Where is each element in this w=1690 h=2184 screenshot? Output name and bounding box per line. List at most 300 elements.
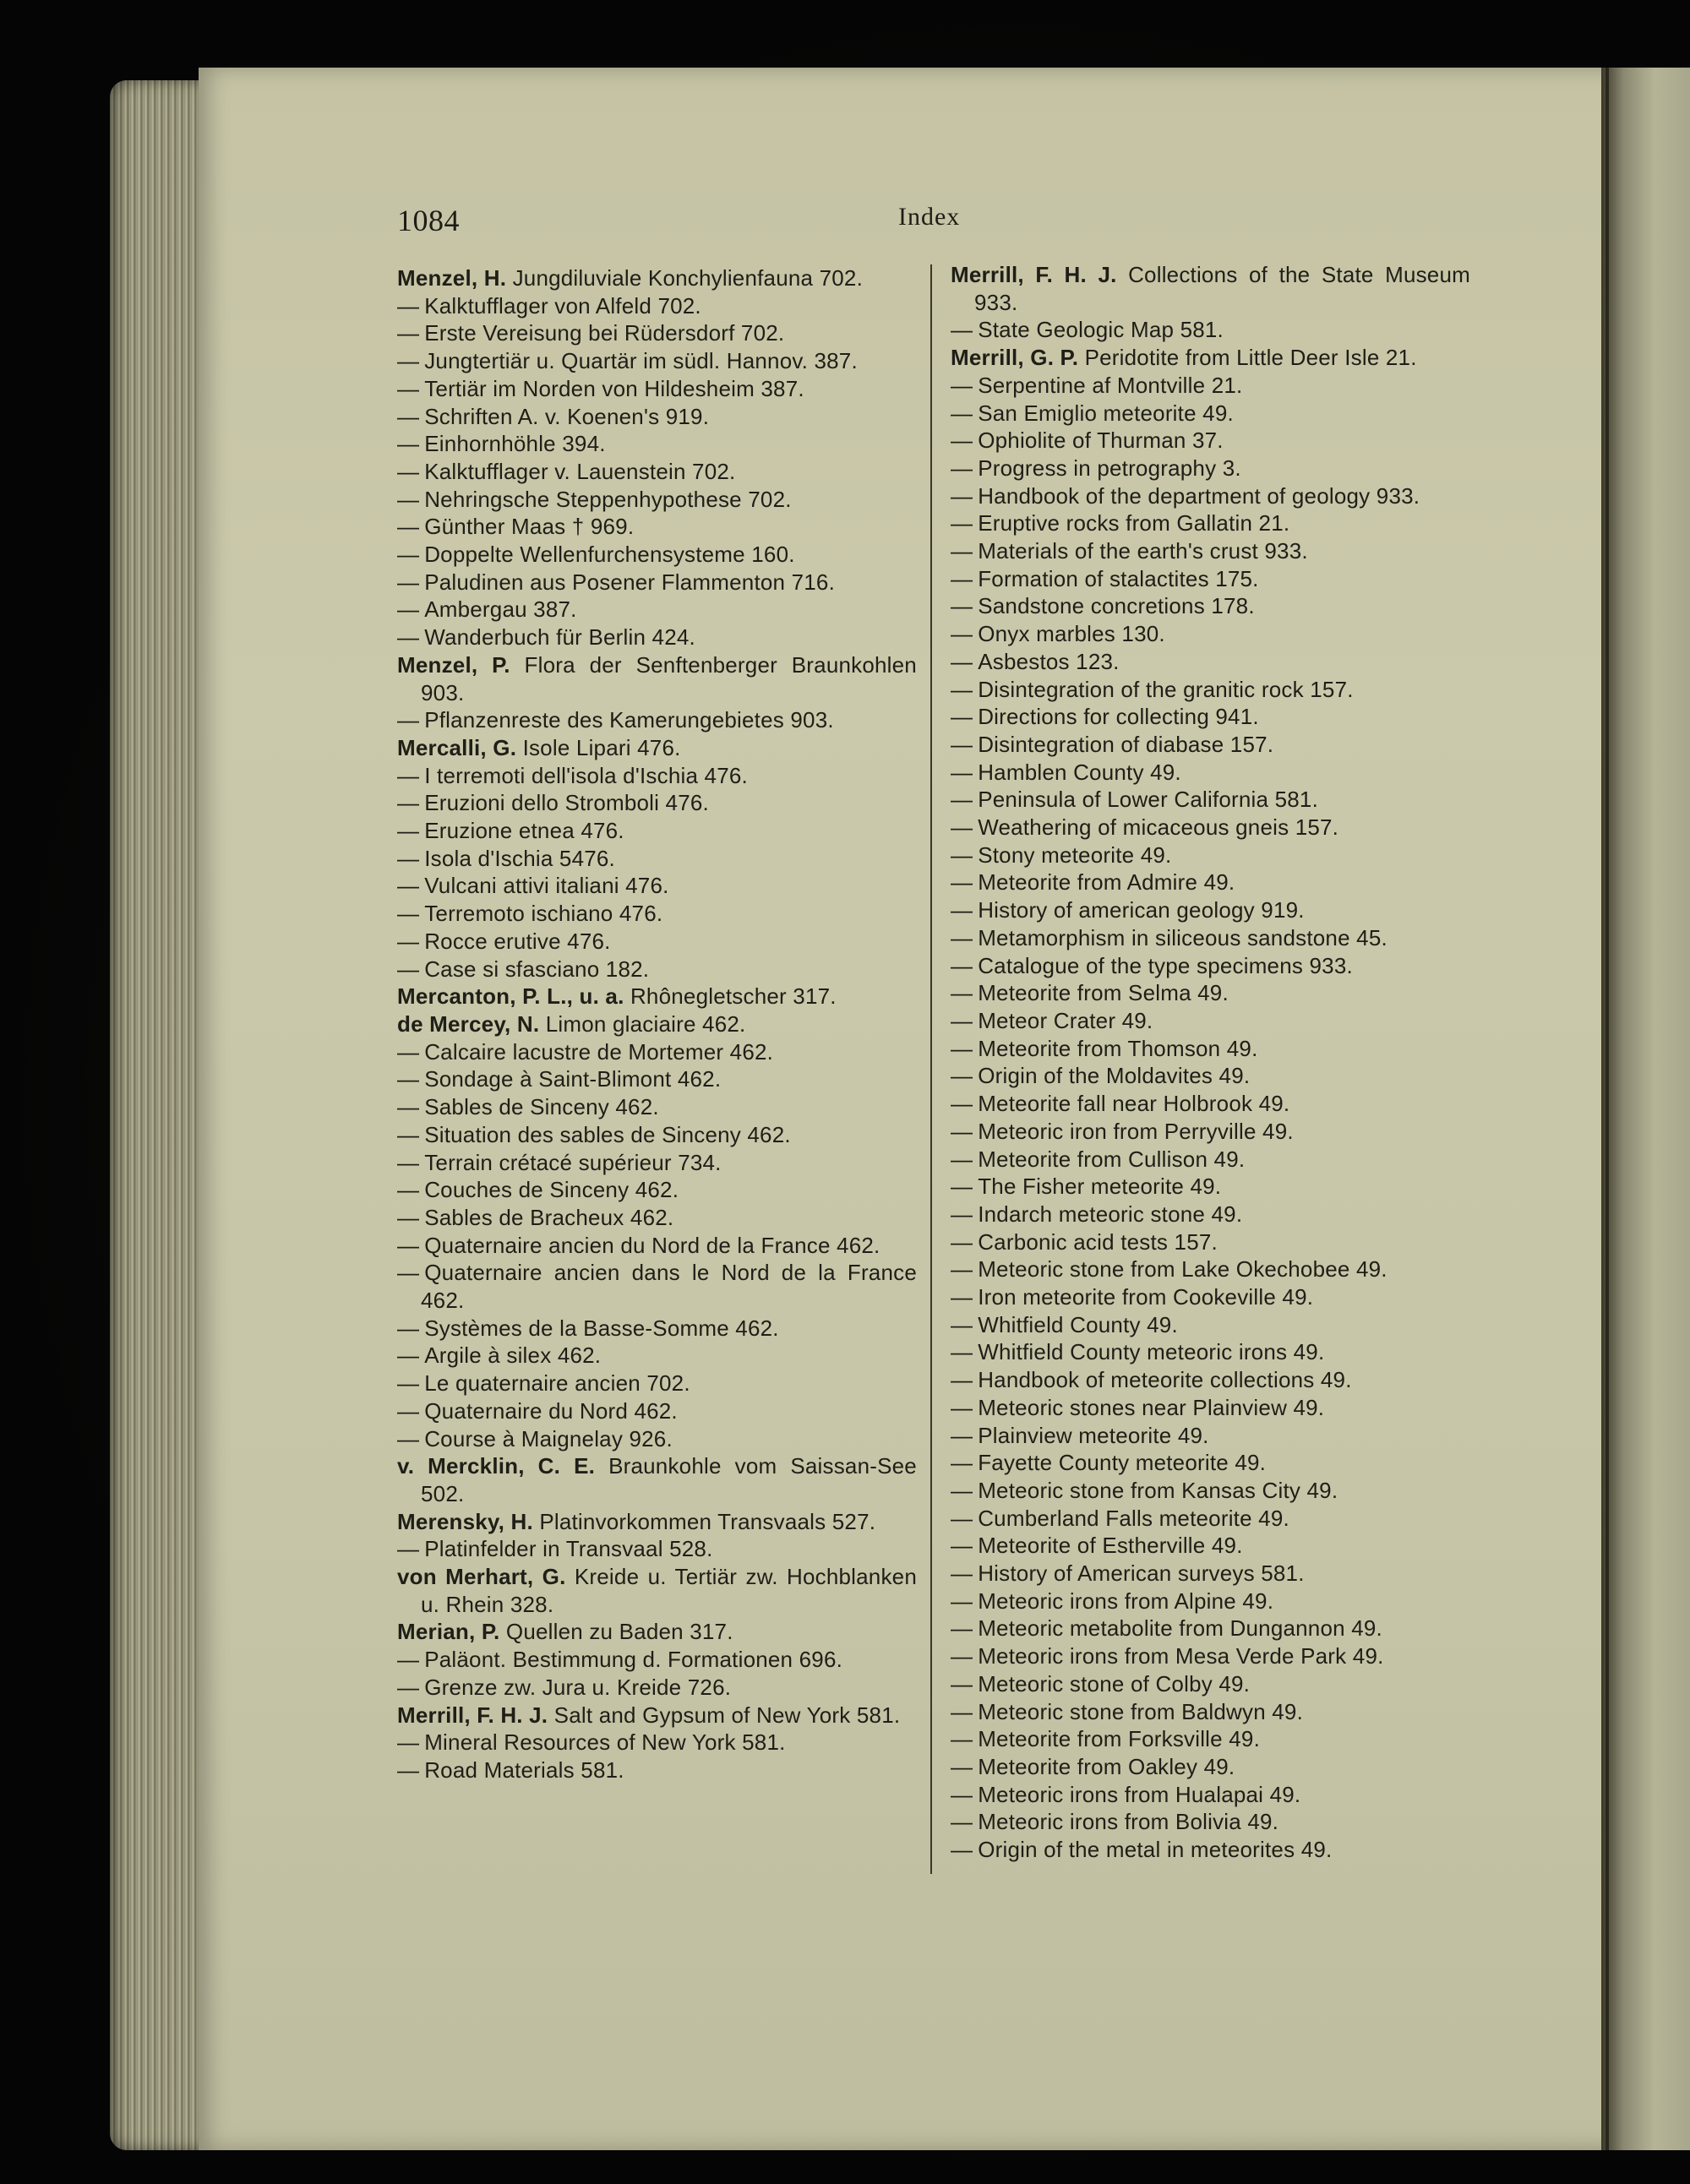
index-subentry <box>397 319 917 347</box>
author-name: Merrill, F. H. J. <box>951 262 1117 287</box>
entry-title: Formation of stalactites 175. <box>978 565 1259 591</box>
index-subentry <box>951 537 1470 565</box>
index-subentry <box>397 1038 917 1066</box>
entry-title: Situation des sables de Sinceny 462. <box>424 1121 791 1147</box>
index-subentry <box>951 1588 1470 1615</box>
index-subentry <box>951 1394 1470 1422</box>
index-author-entry <box>397 1702 917 1729</box>
ditto-dash: — <box>397 818 420 844</box>
entry-title: San Emiglio meteorite 49. <box>978 400 1234 426</box>
entry-title: Couches de Sinceny 462. <box>424 1177 679 1203</box>
entry-title: Mineral Resources of New York 581. <box>424 1729 786 1756</box>
ditto-dash: — <box>397 292 420 319</box>
index-subentry <box>397 1397 917 1425</box>
index-subentry <box>397 458 917 486</box>
index-subentry <box>951 731 1470 759</box>
index-subentry <box>951 1118 1470 1146</box>
entry-title: Tertiär im Norden von Hildesheim 387. <box>424 375 804 401</box>
entry-title: Eruzioni dello Stromboli 476. <box>424 790 709 816</box>
entry-title: Directions for collecting 941. <box>978 704 1259 730</box>
index-subentry <box>397 541 917 569</box>
entry-title: Carbonic acid tests 157. <box>978 1228 1218 1255</box>
ditto-dash: — <box>951 1201 973 1227</box>
ditto-dash: — <box>951 1588 973 1614</box>
index-subentry <box>951 896 1470 924</box>
entry-title: Handbook of meteorite collections 49. <box>978 1367 1352 1393</box>
ditto-dash: — <box>951 1063 973 1089</box>
index-subentry <box>397 430 917 458</box>
ditto-dash: — <box>951 538 973 564</box>
ditto-dash: — <box>397 596 420 623</box>
entry-title: Progress in petrography 3. <box>978 455 1241 481</box>
ditto-dash: — <box>397 486 420 512</box>
ditto-dash: — <box>951 1035 973 1061</box>
ditto-dash: — <box>951 482 973 509</box>
index-author-entry <box>397 264 917 292</box>
entry-title: Meteorite fall near Holbrook 49. <box>978 1091 1290 1117</box>
index-subentry <box>951 455 1470 482</box>
index-subentry <box>951 1642 1470 1670</box>
ditto-dash: — <box>951 676 973 702</box>
index-subentry <box>397 624 917 651</box>
ditto-dash: — <box>397 1149 420 1175</box>
index-subentry <box>951 1201 1470 1228</box>
entry-title: Isole Lipari 476. <box>522 734 681 760</box>
index-subentry <box>951 1255 1470 1283</box>
index-subentry <box>951 1753 1470 1781</box>
index-subentry <box>951 1366 1470 1394</box>
entry-title: Metamorphism in siliceous sandstone 45. <box>978 924 1387 950</box>
entry-title: State Geologic Map 581. <box>978 317 1224 343</box>
ditto-dash: — <box>397 1647 420 1673</box>
index-author-entry <box>397 1618 917 1646</box>
index-subentry <box>951 1422 1470 1450</box>
index-subentry <box>397 845 917 873</box>
entry-title: Terremoto ischiano 476. <box>424 901 663 927</box>
ditto-dash: — <box>951 1422 973 1448</box>
author-name: von Merhart, G. <box>397 1564 566 1590</box>
index-author-entry <box>397 1452 917 1507</box>
book-page-edges <box>110 80 207 2150</box>
ditto-dash: — <box>951 1533 973 1559</box>
ditto-dash: — <box>951 593 973 619</box>
index-subentry <box>397 1425 917 1453</box>
ditto-dash: — <box>951 1256 973 1283</box>
index-subentry <box>951 565 1470 593</box>
ditto-dash: — <box>951 1837 973 1863</box>
index-subentry <box>397 956 917 983</box>
index-subentry <box>397 1259 917 1314</box>
index-author-entry <box>397 1010 917 1038</box>
entry-title: Ophiolite of Thurman 37. <box>978 428 1224 454</box>
ditto-dash: — <box>951 1615 973 1642</box>
index-subentry <box>951 703 1470 731</box>
ditto-dash: — <box>397 1674 420 1700</box>
index-subentry <box>951 1808 1470 1836</box>
ditto-dash: — <box>951 952 973 978</box>
ditto-dash: — <box>951 1505 973 1531</box>
author-name: Menzel, H. <box>397 265 507 291</box>
entry-title: Braunkohle vom Saissan-See 502. <box>421 1453 917 1506</box>
ditto-dash: — <box>397 569 420 595</box>
ditto-dash: — <box>397 320 420 346</box>
ditto-dash: — <box>951 455 973 481</box>
entry-title: Meteoric iron from Perryville 49. <box>978 1118 1294 1144</box>
ditto-dash: — <box>397 1343 420 1369</box>
entry-title: Meteorite from Thomson 49. <box>978 1035 1258 1061</box>
entry-title: Eruzione etnea 476. <box>424 818 624 844</box>
index-subentry <box>951 1062 1470 1090</box>
ditto-dash: — <box>397 431 420 457</box>
entry-title: Meteoric stone from Kansas City 49. <box>978 1477 1338 1503</box>
index-subentry <box>951 400 1470 428</box>
index-subentry <box>397 1535 917 1563</box>
index-subentry <box>397 347 917 375</box>
ditto-dash: — <box>397 542 420 568</box>
ditto-dash: — <box>951 372 973 398</box>
ditto-dash: — <box>951 869 973 896</box>
ditto-dash: — <box>397 375 420 401</box>
ditto-dash: — <box>951 1643 973 1669</box>
index-subentry <box>397 1121 917 1149</box>
index-author-entry <box>951 344 1470 372</box>
ditto-dash: — <box>951 621 973 647</box>
index-author-entry <box>397 734 917 762</box>
index-subentry <box>397 1315 917 1343</box>
index-subentry <box>397 1729 917 1756</box>
entry-title: Plainview meteorite 49. <box>978 1422 1209 1448</box>
index-subentry <box>951 372 1470 400</box>
index-subentry <box>951 1725 1470 1753</box>
entry-title: Meteoric irons from Bolivia 49. <box>978 1809 1279 1835</box>
ditto-dash: — <box>951 1450 973 1476</box>
entry-title: Hamblen County 49. <box>978 759 1181 785</box>
ditto-dash: — <box>951 897 973 923</box>
entry-title: Whitfield County meteoric irons 49. <box>978 1339 1325 1365</box>
index-subentry <box>951 952 1470 980</box>
entry-title: Quaternaire ancien dans le Nord de la France 462. <box>421 1260 917 1314</box>
entry-title: Grenze zw. Jura u. Kreide 726. <box>424 1674 732 1700</box>
ditto-dash: — <box>951 1394 973 1420</box>
index-subentry <box>397 1674 917 1702</box>
index-subentry <box>397 1093 917 1121</box>
entry-title: Einhornhöhle 394. <box>424 431 606 457</box>
index-subentry <box>951 1173 1470 1201</box>
entry-title: Nehringsche Steppenhypothese 702. <box>424 486 792 512</box>
author-name: Merrill, G. P. <box>951 345 1079 371</box>
ditto-dash: — <box>951 1339 973 1365</box>
ditto-dash: — <box>951 1118 973 1144</box>
ditto-dash: — <box>951 1007 973 1033</box>
entry-title: Systèmes de la Basse-Somme 462. <box>424 1315 779 1341</box>
index-subentry <box>951 759 1470 787</box>
ditto-dash: — <box>951 1477 973 1503</box>
ditto-dash: — <box>397 707 420 733</box>
ditto-dash: — <box>397 1729 420 1756</box>
entry-title: Serpentine af Montville 21. <box>978 372 1243 398</box>
index-subentry <box>397 872 917 900</box>
ditto-dash: — <box>397 348 420 374</box>
entry-title: Materials of the earth's crust 933. <box>978 538 1308 564</box>
ditto-dash: — <box>951 841 973 868</box>
entry-title: Fayette County meteorite 49. <box>978 1450 1267 1476</box>
ditto-dash: — <box>951 428 973 454</box>
index-subentry <box>951 1670 1470 1698</box>
ditto-dash: — <box>397 1425 420 1451</box>
ditto-dash: — <box>397 1232 420 1258</box>
ditto-dash: — <box>951 1091 973 1117</box>
entry-title: Flora der Senftenberger Braunkohlen 903. <box>421 651 917 705</box>
entry-title: Sandstone concretions 178. <box>978 593 1255 619</box>
ditto-dash: — <box>951 704 973 730</box>
ditto-dash: — <box>951 1228 973 1255</box>
ditto-dash: — <box>397 403 420 429</box>
entry-title: Salt and Gypsum of New York 581. <box>553 1702 901 1728</box>
ditto-dash: — <box>397 928 420 954</box>
ditto-dash: — <box>397 514 420 540</box>
entry-title: Meteorite from Oakley 49. <box>978 1753 1235 1779</box>
ditto-dash: — <box>397 762 420 788</box>
entry-title: Meteoric stone from Lake Okechobee 49. <box>978 1256 1387 1283</box>
entry-title: Weathering of micaceous gneis 157. <box>978 814 1339 841</box>
entry-title: History of american geology 919. <box>978 897 1305 923</box>
index-subentry <box>397 569 917 596</box>
index-subentry <box>397 1370 917 1397</box>
ditto-dash: — <box>951 1670 973 1697</box>
entry-title: Disintegration of the granitic rock 157. <box>978 676 1354 702</box>
entry-title: Pflanzenreste des Kamerungebietes 903. <box>424 707 834 733</box>
entry-title: Meteoric metabolite from Dungannon 49. <box>978 1615 1382 1642</box>
entry-title: Iron meteorite from Cookeville 49. <box>978 1284 1314 1310</box>
ditto-dash: — <box>951 1367 973 1393</box>
author-name: Merrill, F. H. J. <box>397 1702 548 1728</box>
entry-title: Kalktufflager von Alfeld 702. <box>424 292 701 319</box>
index-subentry <box>397 1232 917 1260</box>
entry-title: History of American surveys 581. <box>978 1560 1305 1587</box>
entry-title: Meteorite of Estherville 49. <box>978 1533 1243 1559</box>
index-subentry <box>951 1090 1470 1118</box>
ditto-dash: — <box>397 1204 420 1230</box>
ditto-dash: — <box>951 814 973 841</box>
index-column-left <box>397 264 917 1784</box>
index-subentry <box>397 817 917 845</box>
index-subentry <box>397 292 917 320</box>
index-subentry <box>397 1204 917 1232</box>
index-subentry <box>951 924 1470 952</box>
entry-title: Asbestos 123. <box>978 648 1120 674</box>
entry-title: Calcaire lacustre de Mortemer 462. <box>424 1038 774 1065</box>
entry-title: Meteor Crater 49. <box>978 1007 1153 1033</box>
ditto-dash: — <box>951 1698 973 1724</box>
entry-title: Wanderbuch für Berlin 424. <box>424 624 695 651</box>
ditto-dash: — <box>397 956 420 982</box>
ditto-dash: — <box>397 624 420 651</box>
author-name: Merian, P. <box>397 1619 500 1645</box>
entry-title: Handbook of the department of geology 933. <box>978 482 1420 509</box>
entry-title: Sables de Sinceny 462. <box>424 1094 659 1120</box>
index-subentry <box>951 869 1470 896</box>
ditto-dash: — <box>397 1094 420 1120</box>
ditto-dash: — <box>397 1756 420 1783</box>
index-author-entry <box>951 261 1470 316</box>
entry-title: Cumberland Falls meteorite 49. <box>978 1505 1289 1531</box>
entry-title: Argile à silex 462. <box>424 1343 602 1369</box>
entry-title: Le quaternaire ancien 702. <box>424 1370 690 1397</box>
index-subentry <box>951 979 1470 1007</box>
index-subentry <box>951 786 1470 814</box>
entry-title: Meteoric stone from Baldwyn 49. <box>978 1698 1304 1724</box>
entry-title: Quaternaire du Nord 462. <box>424 1397 678 1424</box>
gutter-shadow-line <box>1606 68 1609 2150</box>
entry-title: Vulcani attivi italiani 476. <box>424 873 669 899</box>
entry-title: Jungtertiär u. Quartär im südl. Hannov. 387. <box>424 348 858 374</box>
entry-title: Quaternaire ancien du Nord de la France 462. <box>424 1232 880 1258</box>
index-subentry <box>951 676 1470 704</box>
entry-title: Jungdiluviale Konchylienfauna 702. <box>512 265 864 291</box>
entry-title: Isola d'Ischia 5476. <box>424 845 615 871</box>
index-subentry <box>397 1756 917 1784</box>
entry-title: Ambergau 387. <box>424 596 577 623</box>
ditto-dash: — <box>951 1560 973 1587</box>
index-subentry <box>951 1283 1470 1311</box>
author-name: v. Mercklin, C. E. <box>397 1453 596 1479</box>
index-subentry <box>397 1342 917 1370</box>
index-author-entry <box>397 1508 917 1536</box>
ditto-dash: — <box>397 1315 420 1341</box>
ditto-dash: — <box>951 980 973 1006</box>
ditto-dash: — <box>951 924 973 950</box>
index-subentry <box>951 1007 1470 1035</box>
entry-title: Whitfield County 49. <box>978 1311 1178 1337</box>
entry-title: Case si sfasciano 182. <box>424 956 650 982</box>
ditto-dash: — <box>951 1781 973 1807</box>
entry-title: Meteoric irons from Hualapai 49. <box>978 1781 1301 1807</box>
entry-title: Terrain crétacé supérieur 734. <box>424 1149 722 1175</box>
entry-title: Origin of the metal in meteorites 49. <box>978 1837 1333 1863</box>
entry-title: Doppelte Wellenfurchensysteme 160. <box>424 542 795 568</box>
entry-title: Course à Maignelay 926. <box>424 1425 673 1451</box>
index-subentry <box>397 928 917 956</box>
index-subentry <box>951 620 1470 648</box>
entry-title: I terremoti dell'isola d'Ischia 476. <box>424 762 748 788</box>
entry-title: Origin of the Moldavites 49. <box>978 1063 1251 1089</box>
entry-title: Meteorite from Cullison 49. <box>978 1146 1246 1172</box>
index-subentry <box>397 403 917 431</box>
index-subentry <box>951 1477 1470 1505</box>
running-title: Index <box>898 203 961 231</box>
entry-title: Rocce erutive 476. <box>424 928 611 954</box>
ditto-dash: — <box>397 1397 420 1424</box>
entry-title: Kreide u. Tertiär zw. Hochblanken u. Rhein 328. <box>421 1564 917 1617</box>
entry-title: Onyx marbles 130. <box>978 621 1165 647</box>
entry-title: Paludinen aus Posener Flammenton 716. <box>424 569 836 595</box>
index-author-entry <box>397 651 917 706</box>
index-subentry <box>397 762 917 790</box>
index-subentry <box>397 513 917 541</box>
index-subentry <box>397 375 917 403</box>
entry-title: Meteoric stones near Plainview 49. <box>978 1394 1325 1420</box>
index-subentry <box>951 841 1470 869</box>
index-subentry <box>951 1228 1470 1256</box>
entry-title: Sondage à Saint-Blimont 462. <box>424 1066 722 1092</box>
entry-title: Günther Maas † 969. <box>424 514 635 540</box>
index-subentry <box>951 1449 1470 1477</box>
entry-title: Platinfelder in Transvaal 528. <box>424 1536 713 1562</box>
author-name: Merensky, H. <box>397 1508 533 1534</box>
index-subentry <box>951 1505 1470 1533</box>
index-subentry <box>951 1338 1470 1366</box>
author-name: Menzel, P. <box>397 651 510 678</box>
ditto-dash: — <box>397 1038 420 1065</box>
index-subentry <box>397 706 917 734</box>
author-name: de Mercey, N. <box>397 1010 540 1037</box>
index-subentry <box>951 1560 1470 1588</box>
entry-title: Schriften A. v. Koenen's 919. <box>424 403 710 429</box>
index-subentry <box>951 648 1470 676</box>
ditto-dash: — <box>397 1121 420 1147</box>
ditto-dash: — <box>951 731 973 757</box>
entry-title: Meteorite from Admire 49. <box>978 869 1235 896</box>
index-subentry <box>951 482 1470 510</box>
index-author-entry <box>397 983 917 1010</box>
entry-title: Stony meteorite 49. <box>978 841 1172 868</box>
entry-title: Platinvorkommen Transvaals 527. <box>539 1508 876 1534</box>
entry-title: Indarch meteoric stone 49. <box>978 1201 1243 1227</box>
ditto-dash: — <box>397 1260 420 1286</box>
entry-title: Meteoric stone of Colby 49. <box>978 1670 1251 1697</box>
index-subentry <box>951 427 1470 455</box>
facing-page-gutter <box>1601 68 1690 2150</box>
ditto-dash: — <box>397 458 420 484</box>
ditto-dash: — <box>397 790 420 816</box>
entry-title: Peninsula of Lower California 581. <box>978 787 1319 813</box>
entry-title: Kalktufflager v. Lauenstein 702. <box>424 458 736 484</box>
index-subentry <box>397 1646 917 1674</box>
index-subentry <box>951 1698 1470 1726</box>
index-subentry <box>951 316 1470 344</box>
index-subentry <box>951 509 1470 537</box>
ditto-dash: — <box>397 901 420 927</box>
ditto-dash: — <box>951 510 973 536</box>
entry-title: Limon glaciaire 462. <box>545 1010 746 1037</box>
ditto-dash: — <box>397 1370 420 1397</box>
ditto-dash: — <box>951 1809 973 1835</box>
page-number: 1084 <box>397 204 460 237</box>
ditto-dash: — <box>951 1726 973 1752</box>
entry-title: Road Materials 581. <box>424 1756 624 1783</box>
index-subentry <box>397 1176 917 1204</box>
ditto-dash: — <box>951 1284 973 1310</box>
ditto-dash: — <box>951 1753 973 1779</box>
ditto-dash: — <box>951 1174 973 1200</box>
index-subentry <box>397 1149 917 1177</box>
entry-title: Peridotite from Little Deer Isle 21. <box>1084 345 1417 371</box>
index-subentry <box>951 1035 1470 1063</box>
entry-title: Paläont. Bestimmung d. Formationen 696. <box>424 1647 843 1673</box>
ditto-dash: — <box>951 317 973 343</box>
entry-title: Collections of the State Museum 933. <box>974 262 1470 315</box>
ditto-dash: — <box>397 1066 420 1092</box>
index-subentry <box>397 486 917 514</box>
entry-title: The Fisher meteorite 49. <box>978 1174 1222 1200</box>
index-column-right <box>951 261 1470 1864</box>
author-name: Mercalli, G. <box>397 734 517 760</box>
index-subentry <box>397 1065 917 1093</box>
entry-title: Meteoric irons from Alpine 49. <box>978 1588 1274 1614</box>
entry-title: Sables de Bracheux 462. <box>424 1204 674 1230</box>
entry-title: Catalogue of the type specimens 933. <box>978 952 1353 978</box>
index-author-entry <box>397 1563 917 1618</box>
